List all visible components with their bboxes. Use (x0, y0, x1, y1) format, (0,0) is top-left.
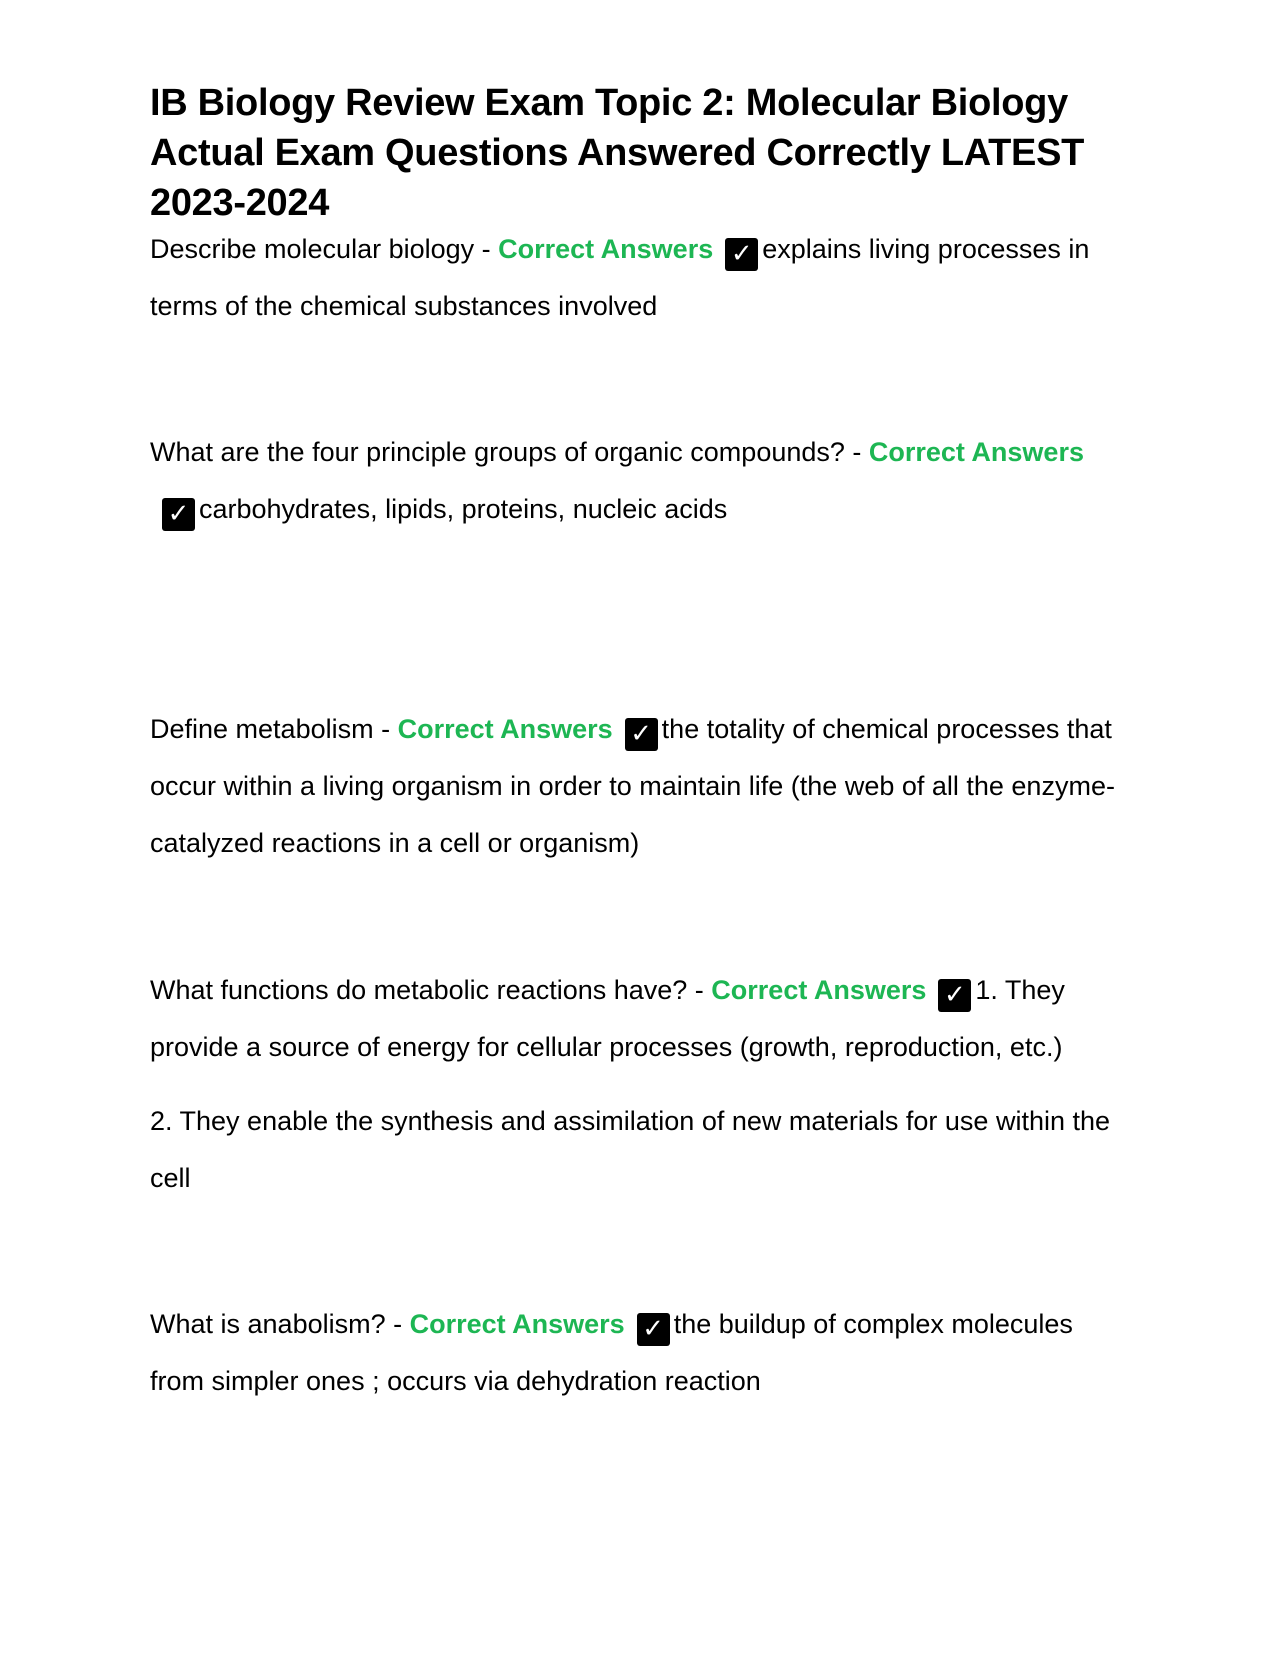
question-text: What are the four principle groups of organic compounds? - (150, 437, 869, 467)
title-line-3: 2023-2024 (150, 182, 330, 224)
document-title (150, 78, 1110, 228)
qa-paragraph (150, 424, 1130, 538)
correct-answers-label: Correct Answers (498, 234, 714, 264)
qa-paragraph-continued (150, 1093, 1130, 1207)
title-line-2: Actual Exam Questions Answered Correctly LATEST (150, 132, 1085, 174)
qa-paragraph (150, 962, 1130, 1076)
question-text: What is anabolism? - (150, 1309, 410, 1339)
qa-item-metabolism (150, 701, 1130, 872)
qa-item-anabolism (150, 1296, 1130, 1410)
answer-text: explains living processes in terms of the chemical substances involved (150, 234, 1090, 321)
correct-answers-label: Correct Answers (409, 1309, 625, 1339)
question-text: Describe molecular biology - (150, 234, 499, 264)
correct-answers-label: Correct Answers (397, 714, 613, 744)
check-icon: ✓ (938, 979, 971, 1012)
answer-text: 1. They provide a source of energy for cellular processes (growth, reproduction, etc.) (150, 975, 1065, 1062)
qa-paragraph (150, 221, 1130, 335)
correct-answers-label: Correct Answers (868, 437, 1084, 467)
qa-item-metabolic-functions (150, 962, 1130, 1207)
check-icon: ✓ (162, 498, 195, 531)
check-icon: ✓ (637, 1313, 670, 1346)
qa-paragraph (150, 1296, 1130, 1410)
answer-text: the totality of chemical processes that occur within a living organism in order to maintain life (the web of all the enzyme-catalyzed reactions in a cell or organism) (150, 714, 1115, 858)
qa-item-organic-compounds (150, 424, 1130, 538)
correct-answers-label: Correct Answers (711, 975, 927, 1005)
qa-paragraph (150, 701, 1130, 872)
answer-text: the buildup of complex molecules from simpler ones ; occurs via dehydration reaction (150, 1309, 1073, 1396)
question-text: What functions do metabolic reactions have? - (150, 975, 712, 1005)
check-icon: ✓ (725, 238, 758, 271)
qa-item-molecular-biology (150, 221, 1130, 335)
check-icon: ✓ (625, 718, 658, 751)
answer-text: carbohydrates, lipids, proteins, nucleic acids (199, 494, 728, 524)
question-text: Define metabolism - (150, 714, 398, 744)
answer-text-continued: 2. They enable the synthesis and assimilation of new materials for use within the cell (150, 1106, 1111, 1193)
title-line-1: IB Biology Review Exam Topic 2: Molecular Biology (150, 82, 1068, 124)
